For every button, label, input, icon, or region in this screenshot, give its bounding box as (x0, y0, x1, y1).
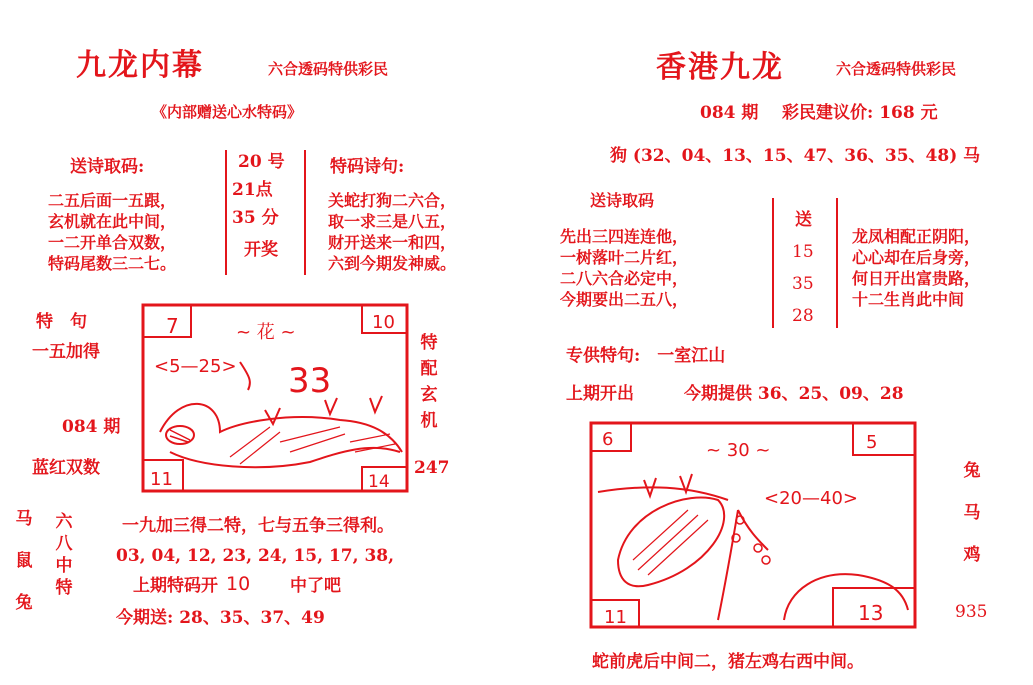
zodiac-char: 马 (963, 503, 981, 523)
left-riddle-line: 六到今期发神威。 (328, 254, 457, 273)
left-tagline: 六合透码特供彩民 (268, 60, 389, 78)
right-drawing-tl: 6 (602, 429, 614, 450)
left-side-number: 247 (414, 458, 450, 478)
right-riddle-line: 何日开出富贵路， (852, 269, 981, 288)
send-number: 35 (792, 274, 814, 294)
right-price: 彩民建议价: 168 元 (782, 103, 938, 123)
left-drawing-wave: ~ 花 ~ (236, 322, 296, 343)
side-char: 玄 (420, 385, 438, 405)
left-numbers-line: 03, 04, 12, 23, 24, 15, 17, 38, (116, 546, 395, 566)
left-drawing-center: 33 (288, 361, 332, 401)
right-drawing-br: 13 (858, 601, 884, 625)
left-riddle-line: 取一求三是八五， (328, 212, 457, 231)
left-poem-line: 特码尾数三二七。 (48, 254, 177, 273)
left-drawing-range: <5—25> (154, 356, 237, 377)
left-divider-b (304, 150, 306, 275)
right-riddle-line: 十二生肖此中间 (852, 290, 965, 309)
left-poem-line: 一二开单合双数， (48, 233, 177, 252)
right-poem-line: 今期要出二五八， (560, 290, 689, 309)
left-title: 九龙内幕 (76, 48, 204, 83)
right-side-number: 935 (955, 602, 988, 622)
left-poem-line: 二五后面一五跟， (48, 191, 177, 210)
last-prefix: 上期特码开 (133, 576, 218, 596)
draw-date: 20 号 (238, 152, 285, 172)
left-divider-a (225, 150, 227, 275)
right-poem-heading: 送诗取码 (590, 191, 655, 210)
right-drawing-range: <20—40> (764, 488, 858, 509)
left-poem-line: 玄机就在此中间， (48, 212, 177, 231)
right-issue: 084 期 (700, 103, 759, 123)
left-issue: 084 期 (62, 417, 121, 437)
right-drawing-bl: 11 (604, 607, 627, 628)
zodiac-char: 鸡 (963, 545, 981, 565)
side-char: 机 (420, 411, 438, 431)
right-drawing-tr: 5 (866, 432, 878, 453)
left-riddle-line: 财开送来一和四， (328, 233, 457, 252)
right-today-provide: 今期提供 36、25、09、28 (684, 384, 904, 404)
left-drawing-tr: 10 (372, 312, 395, 333)
right-last-prefix: 上期开出 (566, 384, 634, 404)
right-poem-line: 二八六合必定中， (560, 269, 689, 288)
right-title: 香港九龙 (656, 50, 784, 85)
left-drawing-br: 14 (368, 472, 390, 492)
left-drawing-bl: 11 (150, 469, 173, 490)
six-eight-char: 六 (55, 512, 73, 532)
left-today-line: 今期送: 28、35、37、49 (116, 608, 325, 628)
zodiac-char: 鼠 (15, 551, 33, 571)
last-number: 10 (226, 573, 251, 595)
left-rule-line: 一九加三得二特，七与五争三得利。 (122, 516, 394, 536)
left-subtitle: 《内部赠送心水特码》 (152, 103, 303, 121)
six-eight-char: 特 (55, 578, 73, 598)
side-char: 配 (420, 359, 438, 379)
right-riddle-line: 心心却在后身旁， (852, 248, 981, 267)
left-drawing (140, 302, 410, 494)
right-poem-line: 一树落叶二片红， (560, 248, 689, 267)
right-drawing-wave: ~ 30 ~ (706, 440, 771, 461)
draw-minute: 35 分 (232, 208, 279, 228)
zodiac-char: 兔 (15, 593, 33, 613)
right-bottom-line: 蛇前虎后中间二，猪左鸡右西中间。 (592, 652, 864, 672)
right-dog-line: 狗 (32、04、13、15、47、36、35、48) 马 (610, 146, 981, 166)
right-tagline: 六合透码特供彩民 (836, 60, 957, 78)
left-drawing-tl: 7 (166, 314, 179, 338)
left-poem-heading: 送诗取码: (70, 157, 145, 177)
six-eight-char: 中 (55, 556, 73, 576)
draw-label: 开奖 (244, 240, 278, 260)
last-suffix: 中了吧 (290, 576, 341, 596)
right-drawing (588, 420, 918, 630)
right-divider-b (836, 198, 838, 328)
send-number: 15 (792, 242, 814, 262)
send-number: 28 (792, 306, 814, 326)
side-char: 特 (420, 333, 438, 353)
left-special-heading: 特 句 (36, 312, 87, 332)
left-color-hint: 蓝红双数 (32, 458, 100, 478)
right-poem-line: 先出三四连连他， (560, 227, 689, 246)
left-riddle-line: 关蛇打狗二六合， (328, 191, 457, 210)
zodiac-char: 兔 (963, 461, 981, 481)
left-riddle-heading: 特码诗句: (330, 157, 405, 177)
draw-hour: 21点 (232, 180, 273, 200)
right-special-line: 专供特句: 一室江山 (566, 346, 726, 366)
left-special-line: 一五加得 (32, 342, 100, 362)
zodiac-char: 马 (15, 509, 33, 529)
six-eight-char: 八 (55, 534, 73, 554)
send-label: 送 (795, 210, 812, 230)
right-divider-a (772, 198, 774, 328)
right-riddle-line: 龙凤相配正阴阳， (852, 227, 981, 246)
